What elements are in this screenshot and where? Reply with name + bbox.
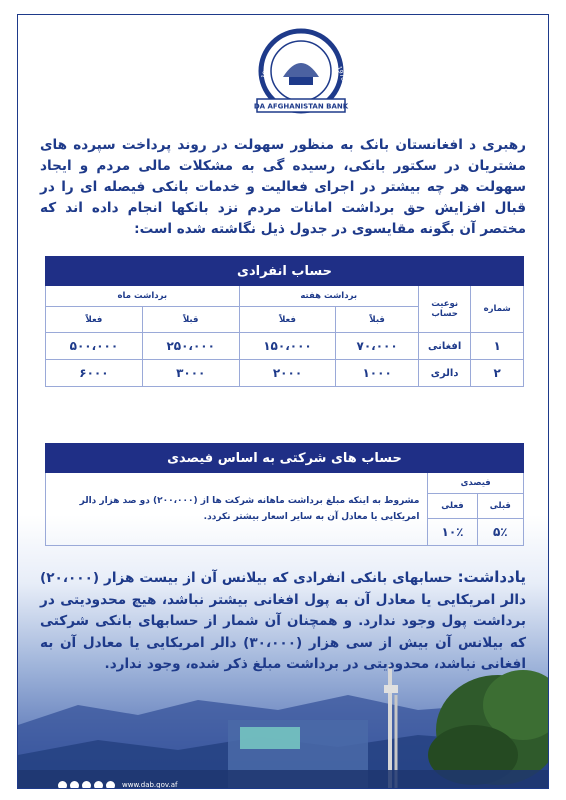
row-month-now: ۶۰۰۰ bbox=[46, 360, 143, 387]
col-before-header: قبلی bbox=[477, 494, 523, 519]
corporate-condition-text: مشروط به اینکه مبلغ برداشت ماهانه شرکت ها از (۲۰۰،۰۰۰) دو صد هزار دالر امریکایی یا معادل آن به سایر اسعار بیشتر نکردد. bbox=[46, 473, 428, 546]
col-now-header: فعلی bbox=[428, 494, 477, 519]
row-number: ۲ bbox=[471, 360, 524, 387]
col-week-before-header: قبلاً bbox=[336, 307, 418, 333]
row-month-before: ۲۵۰،۰۰۰ bbox=[142, 333, 239, 360]
email-icon[interactable] bbox=[106, 781, 115, 790]
col-month-before-header: قبلاً bbox=[142, 307, 239, 333]
facebook-icon[interactable] bbox=[58, 781, 67, 790]
row-week-now: ۱۵۰،۰۰۰ bbox=[239, 333, 336, 360]
col-number-header: شماره bbox=[471, 286, 524, 333]
col-account-type-header: نوعیت حساب bbox=[418, 286, 471, 333]
note-paragraph bbox=[40, 567, 526, 676]
row-account-type: دالری bbox=[418, 360, 471, 387]
row-month-now: ۵۰۰،۰۰۰ bbox=[46, 333, 143, 360]
col-percent-header: فیصدی bbox=[428, 473, 524, 494]
website-url[interactable]: www.dab.gov.af bbox=[122, 781, 178, 789]
svg-text:DA AFGHANISTAN BANK: DA AFGHANISTAN BANK bbox=[253, 102, 349, 111]
row-month-before: ۳۰۰۰ bbox=[142, 360, 239, 387]
row-week-before: ۱۰۰۰ bbox=[336, 360, 418, 387]
row-week-before: ۷۰،۰۰۰ bbox=[336, 333, 418, 360]
footer-bar bbox=[58, 778, 177, 789]
individual-accounts-table bbox=[45, 256, 524, 387]
percent-before-value: ۵٪ bbox=[477, 519, 523, 546]
bank-logo bbox=[251, 27, 351, 121]
table-row bbox=[46, 360, 524, 387]
col-month-now-header: فعلاً bbox=[46, 307, 143, 333]
youtube-icon[interactable] bbox=[70, 781, 79, 790]
twitter-icon[interactable] bbox=[82, 781, 91, 790]
percent-now-value: ۱۰٪ bbox=[428, 519, 477, 546]
note-text: حسابهای بانکی انفرادی که بیلانس آن از بیست هزار (۲۰،۰۰۰) دالر امریکایی یا معادل آن به پول افغانی بیشتر نباشد، هیچ محدودیتی در برداشت پول وجود ندارد. و همچنان آن شمار از حسابهای بانکی شرکتی که بیلانس آن بیش از سی هزار (۳۰،۰۰۰) دالر امریکایی یا معادل آن به افغانی نباشد، محدودیتی در برداشت مبلغ ذکر شده، وجود ندارد. bbox=[40, 570, 527, 672]
note-title: یادداشت: bbox=[457, 568, 526, 586]
svg-text:1978: 1978 bbox=[335, 65, 347, 83]
corporate-accounts-table bbox=[45, 443, 524, 546]
col-week-now-header: فعلاً bbox=[239, 307, 336, 333]
row-account-type: افغانی bbox=[418, 333, 471, 360]
intro-paragraph: رهبری د افغانستان بانک به منظور سهولت در روند پرداخت سپرده های مشتریان در سکتور بانکی، رسیده گی به مشکلات مالی مردم و ایجاد سهولت هر چه بیشتر در اجرای فعالیت و خدمات بانکی فیصله ای را در قبال افزایش حق برداشت امانات مردم نزد بانکها انجام داده اند که مختصر آن بگونه مقایسوی در جدول ذیل نگاشته شده است: bbox=[40, 137, 526, 237]
table-row bbox=[46, 333, 524, 360]
individual-table-title: حساب انفرادی bbox=[46, 257, 524, 286]
row-number: ۱ bbox=[471, 333, 524, 360]
svg-text:1979: 1979 bbox=[260, 62, 273, 80]
corporate-table-title: حساب های شرکتی به اساس فیصدی bbox=[46, 444, 524, 473]
col-monthly-header: برداشت ماه bbox=[46, 286, 240, 307]
document-frame bbox=[17, 14, 549, 789]
row-week-now: ۲۰۰۰ bbox=[239, 360, 336, 387]
instagram-icon[interactable] bbox=[94, 781, 103, 790]
col-weekly-header: برداشت هفته bbox=[239, 286, 418, 307]
